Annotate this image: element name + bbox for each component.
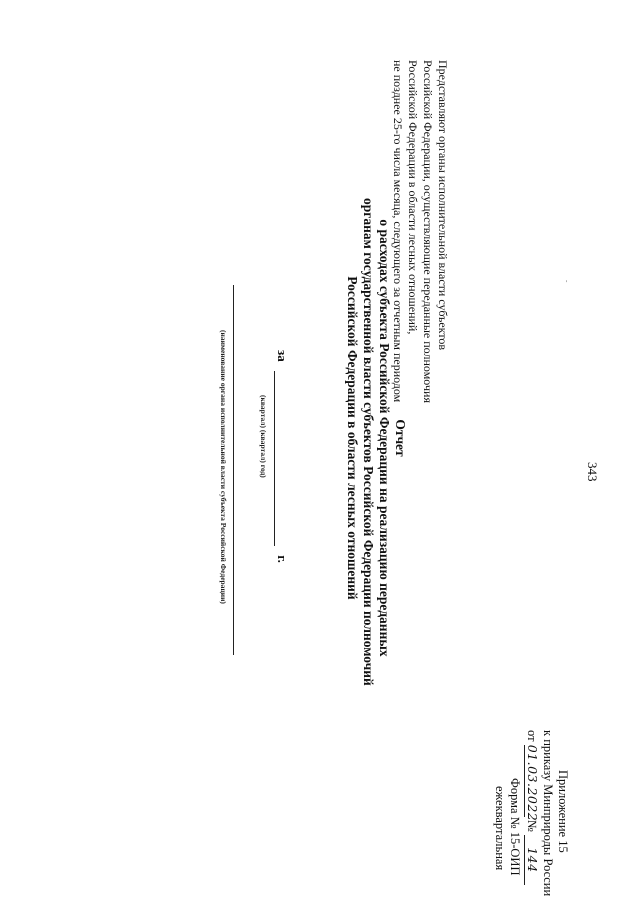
appendix-line: Приложение 15 xyxy=(556,770,570,853)
period-blank-line xyxy=(274,371,287,546)
organization-blank-line xyxy=(233,285,235,655)
submission-line: Российской Федерации в области лесных отношений, xyxy=(406,60,420,335)
order-date: 01.03.2022 xyxy=(525,744,540,822)
title-line: о расходах субъекта Российской Федерации на реализацию переданных xyxy=(377,219,392,657)
organization-caption: (наименование органа исполнительной власти субъекта Российской Федерации) xyxy=(219,330,228,604)
page-number: 343 xyxy=(585,462,600,482)
title-line: органам государственной власти субъектов Российской Федерации полномочий xyxy=(361,198,376,686)
order-date-line xyxy=(524,730,540,896)
title-line: Российской Федерации в области лесных отношений xyxy=(345,276,360,600)
appendix-reference xyxy=(524,730,570,896)
order-date-prefix: от xyxy=(525,730,539,742)
period-prefix: за xyxy=(275,350,290,362)
form-periodicity: ежеквартальная xyxy=(493,786,507,871)
submission-line: Российской Федерации, осуществляющие переданные полномочия xyxy=(421,60,435,403)
reporting-period-field xyxy=(274,350,290,563)
stray-mark: - xyxy=(563,280,571,283)
title-line: Отчет xyxy=(393,419,408,457)
order-number: 144 xyxy=(524,835,540,885)
submission-line: Представляют органы исполнительной власти субъектов xyxy=(436,60,450,351)
appendix-line: к приказу Минприроды России xyxy=(541,730,555,897)
period-caption: (квартал) (квартал) год) xyxy=(259,395,268,478)
form-id-block xyxy=(492,778,522,875)
period-suffix: г. xyxy=(275,555,290,563)
form-name: Форма № 15-ОИП xyxy=(508,778,522,876)
submission-line: не позднее 25-го числа месяца, следующего за отчетным периодом xyxy=(391,60,405,403)
order-number-prefix: № xyxy=(525,819,539,832)
report-title xyxy=(344,198,408,686)
